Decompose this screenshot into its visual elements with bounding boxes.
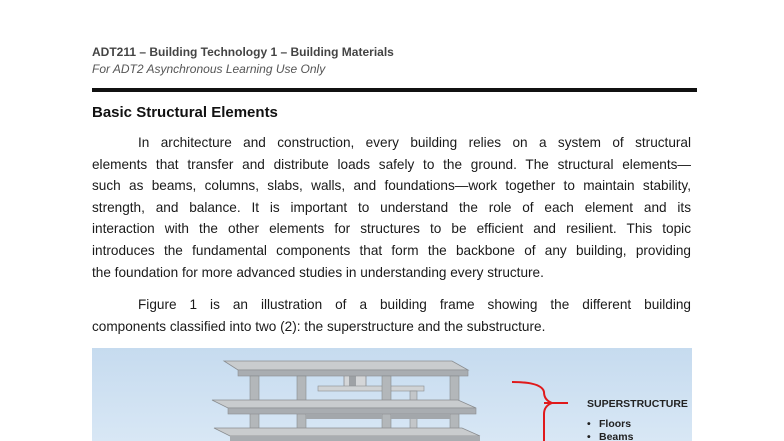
course-subtitle: For ADT2 Asynchronous Learning Use Only [92,62,326,76]
paragraph-line: elements that transfer and distribute loads safely to the ground. The structural elements— [92,156,691,172]
paragraph-line: Figure 1 is an illustration of a building frame showing the different building [138,297,691,312]
paragraph-intro [92,132,691,283]
superstructure-label: SUPERSTRUCTURE [587,398,688,410]
section-title: Basic Structural Elements [92,104,278,121]
figure-list-item: • Floors [587,418,632,430]
paragraph-figure-intro [92,294,691,337]
header-divider [92,88,697,92]
course-header: ADT211 – Building Technology 1 – Building Materials [92,45,394,59]
paragraph-line: In architecture and construction, every building relies on a system of structural [138,135,691,150]
paragraph-line: the foundation for more advanced studies in understanding every structure. [92,264,544,280]
figure-list-item: • Beams [587,431,634,441]
paragraph-line: components classified into two (2): the superstructure and the substructure. [92,318,546,334]
building-frame-figure [92,348,692,441]
paragraph-line: introduces the fundamental components that form the backbone of any building, providing [92,242,691,258]
paragraph-line: strength, and balance. It is important to understand the role of each element and its [92,199,691,215]
paragraph-line: interaction with the other elements for structures to be efficient and resilient. This topic [92,221,691,237]
paragraph-line: such as beams, columns, slabs, walls, and foundations—work together to maintain stability, [92,178,691,194]
